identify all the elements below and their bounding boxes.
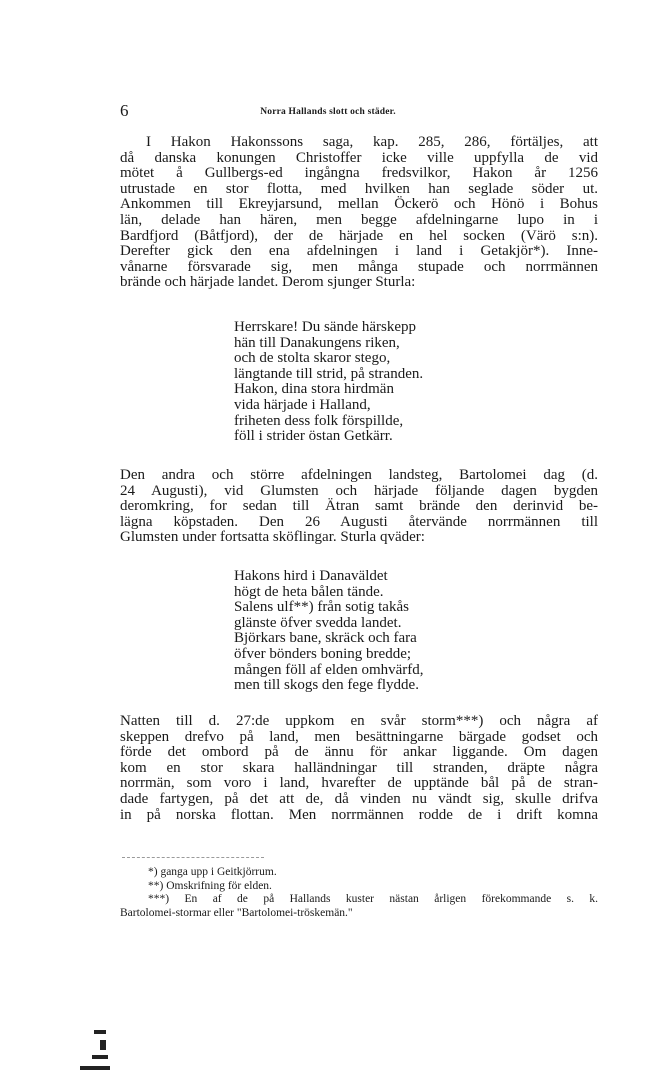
text-line: Derefter gick den ena afdelningen i land i Getakjör*). Inne-: [120, 243, 598, 260]
footnote-divider: [122, 857, 264, 858]
verse-line: Björkars bane, skräck och fara: [234, 630, 417, 647]
verse-1: [234, 320, 423, 445]
verse-line: glänste öfver svedda landet.: [234, 614, 402, 631]
text-line: Ankommen till Ekreyjarsund, mellan Öckerö och Hönö i Bohus: [120, 196, 598, 213]
text-line: dade fartygen, på det att de, då vinden nu vändt sig, skulle drifva: [120, 790, 598, 807]
text-line: län, delade han hären, men begge afdelningarne lupo in i: [120, 211, 598, 228]
text-line: vånarne försvarade sig, men många stupade och norrmännen: [120, 258, 598, 275]
footnote: Bartolomei-stormar eller "Bartolomei-tröskemän.": [120, 906, 353, 919]
text-line: lägna köpstaden. Den 26 Augusti återvände norrmännen till: [120, 513, 598, 530]
text-line: I Hakon Hakonssons saga, kap. 285, 286, förtäljes, att: [146, 134, 598, 150]
text-line: skeppen drefvo på land, men besättningarne bärgade godset och: [120, 728, 598, 745]
text-line: Den andra och större afdelningen landsteg, Bartolomei dag (d.: [120, 467, 598, 483]
text-line: utrustade en stor flotta, med hvilken han seglade söder ut.: [120, 180, 598, 197]
page-number: 6: [120, 101, 129, 120]
footnote: ***) En af de på Hallands kuster nästan årligen förekommande s. k.: [148, 893, 598, 905]
verse-line: Hakon, dina stora hirdmän: [234, 381, 394, 398]
text-line: deromkring, for sedan till Ätran samt brände den derinvid be-: [120, 498, 598, 515]
verse-line: högt de heta bålen tände.: [234, 583, 384, 600]
scan-speck: [94, 1030, 106, 1034]
footnote: **) Omskrifning för elden.: [148, 879, 272, 892]
text-line: in på norska flottan. Men norrmännen rodde de i drift komna: [120, 806, 598, 823]
footnotes: [120, 866, 598, 920]
scan-speck: [80, 1066, 110, 1070]
verse-line: längtande till strid, på stranden.: [234, 365, 424, 382]
text-line: Bardfjord (Båtfjord), der de härjade en hel socken (Värö s:n).: [120, 227, 598, 244]
verse-line: öfver bönders boning bredde;: [234, 645, 412, 662]
footnote: *) ganga upp i Geitkjörrum.: [148, 866, 277, 878]
text-line: Glumsten under fortsatta sköflingar. Sturla qväder:: [120, 529, 425, 546]
verse-line: föll i strider östan Getkärr.: [234, 428, 393, 445]
scan-speck: [100, 1040, 106, 1050]
verse-line: Herrskare! Du sände härskepp: [234, 319, 417, 335]
scan-speck: [92, 1055, 108, 1059]
verse-line: och de stolta skaror stego,: [234, 350, 391, 367]
text-line: norrmän, som voro i land, hvarefter de upptände bål på de stran-: [120, 775, 598, 792]
verse-line: friheten dess folk förspillde,: [234, 412, 404, 429]
verse-line: Hakons hird i Danaväldet: [234, 568, 388, 584]
text-line: Natten till d. 27:de uppkom en svår storm***) och några af: [120, 713, 598, 729]
verse-line: men till skogs den fege flydde.: [234, 677, 419, 694]
text-line: förde det ombord på de ännu för ankar liggande. Om dagen: [120, 744, 598, 761]
text-line: brände och härjade landet. Derom sjunger Sturla:: [120, 274, 416, 291]
verse-line: hän till Danakungens riken,: [234, 334, 400, 351]
verse-2: [234, 569, 424, 694]
paragraph-1: [120, 135, 598, 291]
running-head: Norra Hallands slott och städer.: [260, 107, 396, 117]
paragraph-3: [120, 714, 598, 823]
verse-line: vida härjade i Halland,: [234, 396, 371, 413]
verse-line: Salens ulf**) från sotig takås: [234, 599, 409, 616]
text-line: mötet å Gullbergs-ed ingångna fredsvilkor, Hakon år 1256: [120, 165, 598, 182]
text-line: 24 Augusti), vid Glumsten och härjade följande dagen bygden: [120, 482, 598, 499]
paragraph-2: [120, 468, 598, 546]
text-line: kom en stor skara halländningar till stranden, dräpte några: [120, 759, 598, 776]
verse-line: mången föll af elden omhvärfd,: [234, 661, 424, 678]
text-line: då danska konungen Christoffer icke ville uppfylla de vid: [120, 149, 598, 166]
